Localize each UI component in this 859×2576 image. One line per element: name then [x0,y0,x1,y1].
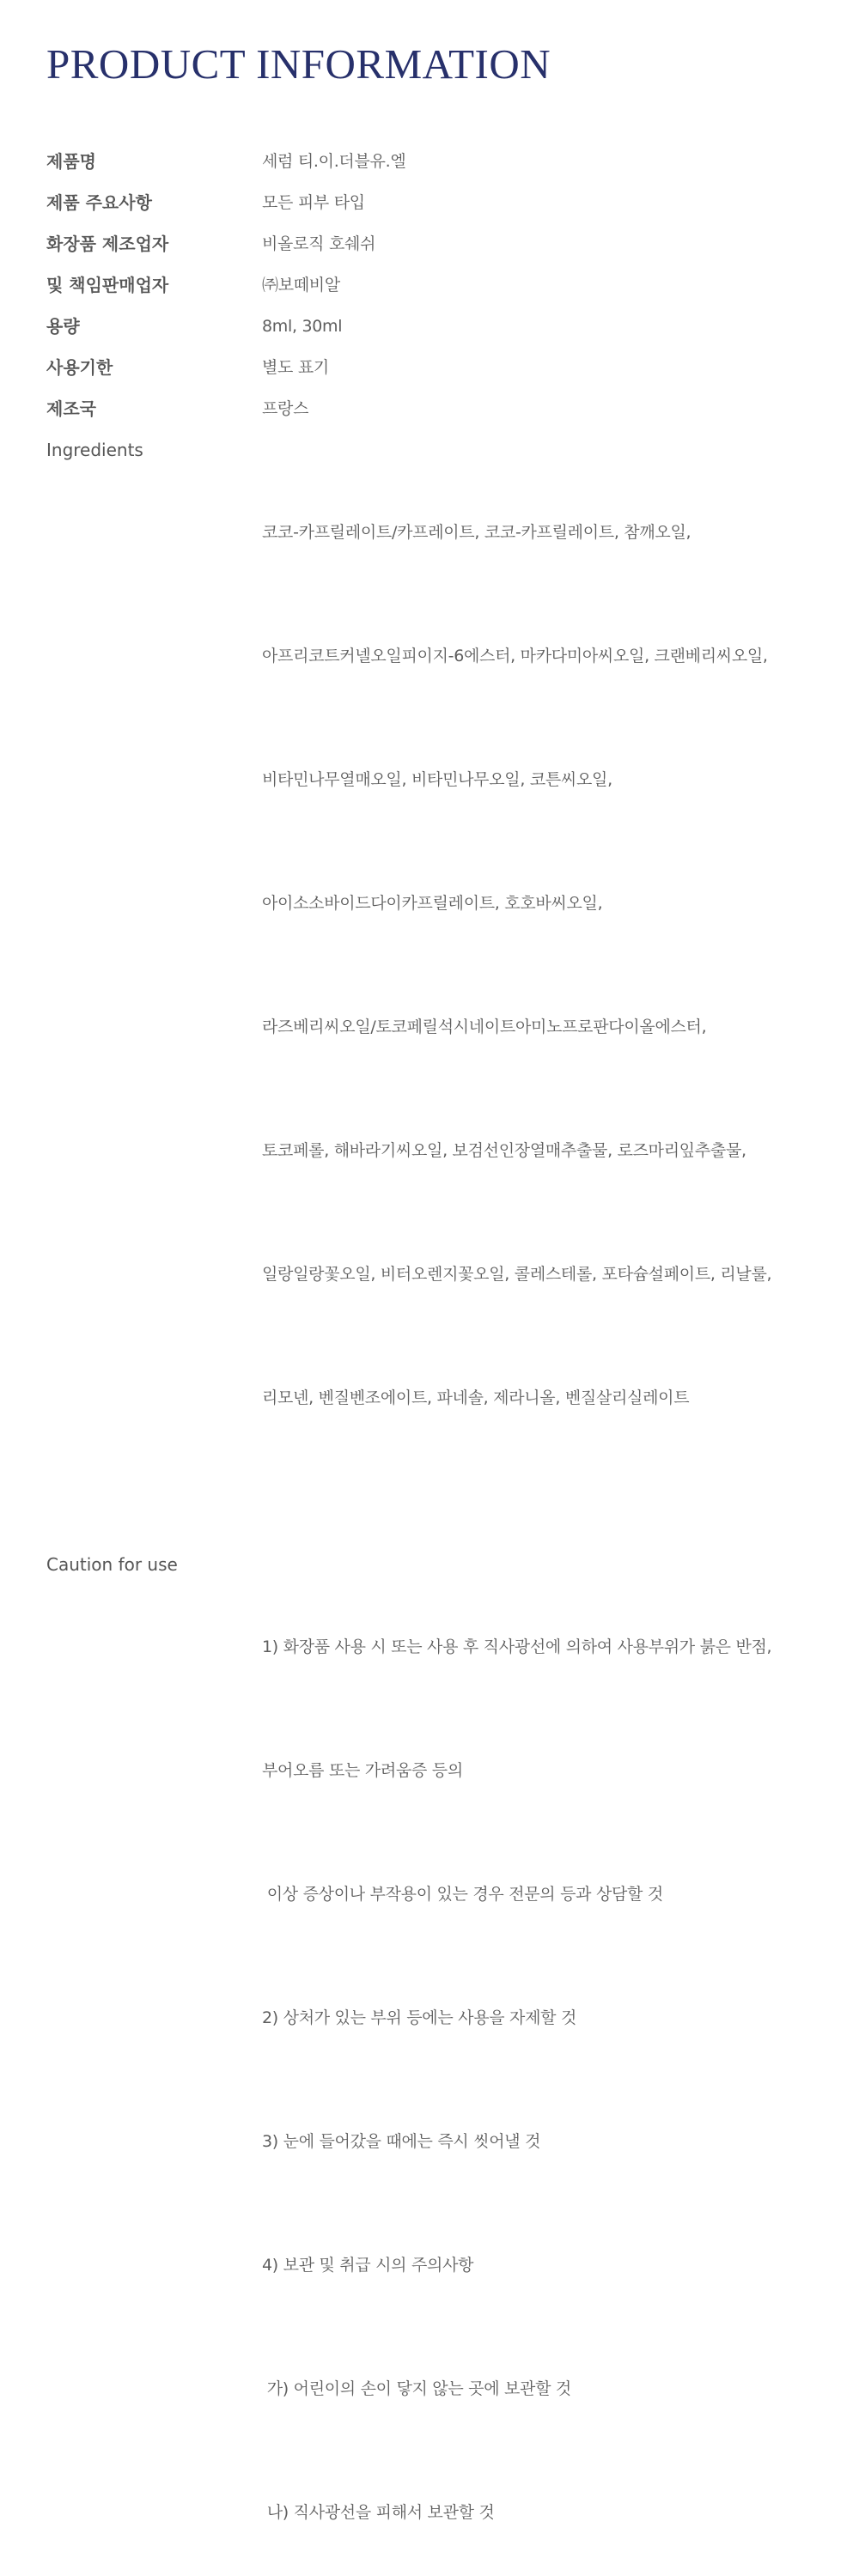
info-row-distributor [46,264,819,306]
caution-line: 4) 보관 및 취급 시의 주의사항 [262,2256,474,2275]
ingredients-line: 아프리코트커넬오일피이지-6에스터, 마카다미아씨오일, 크랜베리씨오일, [262,647,768,665]
caution-list [262,1544,819,2576]
product-info-table [46,141,819,2576]
info-value: ㈜보떼비알 [262,276,340,295]
caution-line: 3) 눈에 들어갔을 때에는 즉시 씻어낼 것 [262,2132,541,2151]
caution-label: Caution for use [46,1554,178,1575]
caution-line: 이상 증상이나 부작용이 있는 경우 전문의 등과 상담할 것 [262,1885,663,1904]
info-value: 별도 표기 [262,358,329,377]
info-row-country [46,388,819,429]
ingredients-label: Ingredients [46,440,143,460]
ingredients-line: 비타민나무열매오일, 비타민나무오일, 코튼씨오일, [262,770,612,789]
info-label: 제품명 [46,151,96,172]
caution-line: 가) 어린이의 손이 닿지 않는 곳에 보관할 것 [262,2379,571,2398]
info-row-product-key-points [46,182,819,223]
section-spacer [46,1501,819,1544]
info-row-manufacturer [46,223,819,264]
info-row-volume [46,306,819,347]
info-row-product-name [46,141,819,182]
ingredients-line: 일랑일랑꽃오일, 비터오렌지꽃오일, 콜레스테롤, 포타슘설페이트, 리날룰, [262,1265,772,1284]
page-title: PRODUCT INFORMATION [46,40,551,88]
info-value: 모든 피부 타입 [262,193,365,212]
info-label: 제조국 [46,398,96,419]
ingredients-line: 아이소소바이드다이카프릴레이트, 호호바씨오일, [262,894,603,913]
info-value: 세럼 티.이.더블유.엘 [262,152,406,171]
ingredients-line: 코코-카프릴레이트/카프레이트, 코코-카프릴레이트, 참깨오일, [262,523,691,542]
info-label: 화장품 제조업자 [46,234,169,254]
ingredients-line: 리모넨, 벤질벤조에이트, 파네솔, 제라니올, 벤질살리실레이트 [262,1388,690,1407]
info-row-caution [46,1544,819,2576]
info-label: 및 책임판매업자 [46,275,169,295]
ingredients-list [262,429,819,1501]
ingredients-line: 라즈베리씨오일/토코페릴석시네이트아미노프로판다이올에스터, [262,1018,707,1036]
info-value: 프랑스 [262,399,309,418]
info-label: 제품 주요사항 [46,192,152,213]
caution-line: 부어오름 또는 가려움증 등의 [262,1761,463,1780]
caution-line: 2) 상처가 있는 부위 등에는 사용을 자제할 것 [262,2008,576,2027]
info-label: 용량 [46,316,80,337]
info-value: 비올로직 호쉐쉬 [262,234,376,253]
info-row-ingredients [46,429,819,1501]
caution-line: 1) 화장품 사용 시 또는 사용 후 직사광선에 의하여 사용부위가 붉은 반점, [262,1637,772,1656]
ingredients-line: 토코페롤, 해바라기씨오일, 보검선인장열매추출물, 로즈마리잎추출물, [262,1141,746,1160]
info-row-expiry [46,347,819,388]
info-label: 사용기한 [46,357,113,378]
caution-line: 나) 직사광선을 피해서 보관할 것 [262,2503,495,2522]
info-value: 8ml, 30ml [262,317,343,336]
